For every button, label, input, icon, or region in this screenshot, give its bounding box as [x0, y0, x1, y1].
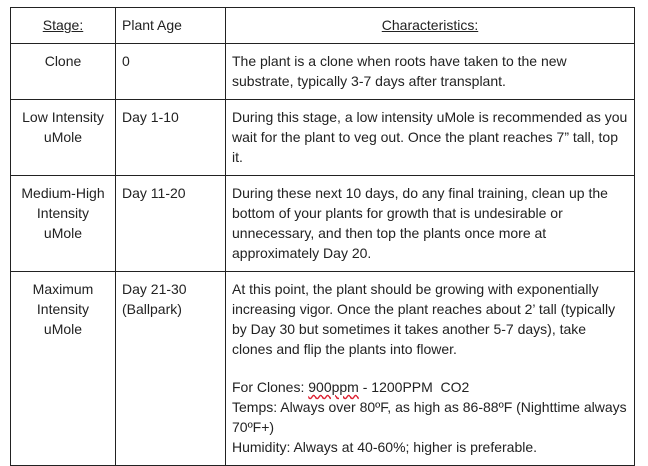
characteristics-text: At this point, the plant should be growing with exponentially increasing vigor. Once the plant reaches about 2’ tall (typically by Day 30 but sometimes it takes another 5-7 days), take clones and flip the plants into flower.: [232, 281, 616, 357]
temps-line: Temps: Always over 80ºF, as high as 86-88ºF (Nighttime always 70ºF+): [232, 399, 627, 435]
clones-sep: -: [358, 379, 372, 395]
clones-line: [232, 377, 628, 397]
stage-cell: Medium-High Intensity uMole: [11, 176, 116, 272]
clones-unit: CO2: [432, 379, 470, 395]
age-cell: Day 11-20: [116, 176, 226, 272]
table-header-row: [11, 8, 635, 44]
table-row: [11, 176, 635, 272]
characteristics-cell: The plant is a clone when roots have taken to the new substrate, typically 3-7 days after transplant.: [226, 44, 635, 100]
table-row: [11, 100, 635, 176]
age-cell: Day 21-30 (Ballpark): [116, 272, 226, 466]
header-characteristics: Characteristics:: [226, 8, 635, 44]
table-row: [11, 44, 635, 100]
stage-table: [10, 7, 635, 466]
stage-cell: Low Intensity uMole: [11, 100, 116, 176]
clones-low: 900ppm: [308, 379, 359, 395]
paragraph-gap: [232, 359, 628, 377]
stage-cell: Maximum Intensity uMole: [11, 272, 116, 466]
header-plant-age: Plant Age: [116, 8, 226, 44]
characteristics-cell: During these next 10 days, do any final training, clean up the bottom of your plants for growth that is undesirable or unnecessary, and then top the plants once more at approximately Day 20.: [226, 176, 635, 272]
age-cell: 0: [116, 44, 226, 100]
humidity-line: Humidity: Always at 40-60%; higher is preferable.: [232, 439, 538, 455]
age-cell: Day 1-10: [116, 100, 226, 176]
characteristics-cell: During this stage, a low intensity uMole is recommended as you wait for the plant to veg out. Once the plant reaches 7” tall, top it.: [226, 100, 635, 176]
header-stage: Stage:: [11, 8, 116, 44]
stage-cell: Clone: [11, 44, 116, 100]
clones-high: 1200PPM: [371, 379, 433, 395]
table-row: [11, 272, 635, 466]
characteristics-cell: [226, 272, 635, 466]
clones-label: For Clones:: [232, 379, 305, 395]
